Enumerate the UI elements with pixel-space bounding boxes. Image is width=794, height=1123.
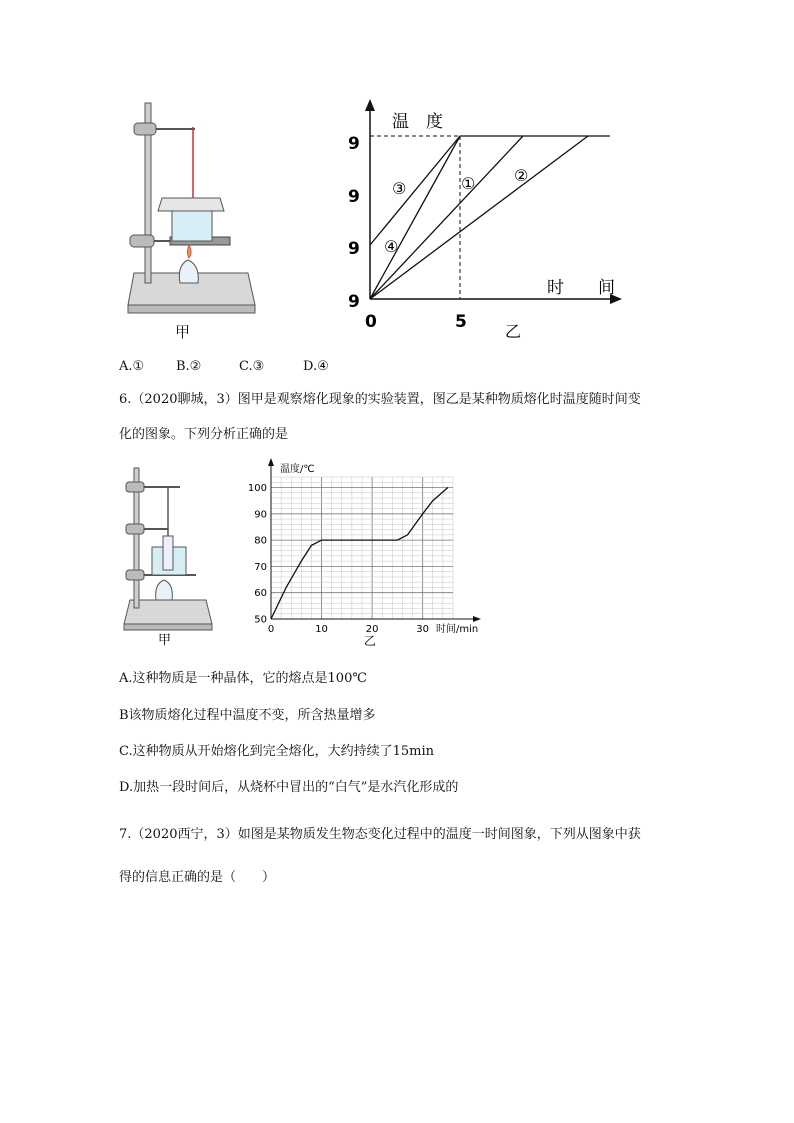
graph-caption-1: 乙 <box>505 322 522 341</box>
q5-option-c: C.③ <box>239 359 265 374</box>
chart-x-tick-label: 30 <box>416 624 430 635</box>
q6-option-b: B该物质熔化过程中温度不变，所含热量增多 <box>119 708 376 723</box>
chart-y-tick-label: 80 <box>254 535 267 547</box>
line-label-4: ④ <box>384 237 399 256</box>
chart-caption: 乙 <box>364 634 377 648</box>
chart-x-tick-label: 10 <box>315 624 328 635</box>
q6-chart <box>240 455 495 650</box>
q6-stem-line2: 化的图象。下列分析正确的是 <box>119 427 289 442</box>
line-4 <box>370 136 460 245</box>
q6-stem-line1: 6.（2020聊城，3）图甲是观察熔化现象的实验装置，图乙是某种物质熔化时温度随时间变 <box>119 392 641 407</box>
chart-y-tick-label: 100 <box>247 483 267 495</box>
line-label-2: ② <box>514 166 529 185</box>
y-tick-label: 9 <box>348 187 360 207</box>
chart-x-arrow-icon <box>473 616 481 622</box>
y-tick-label: 9 <box>348 292 360 312</box>
line-label-3: ③ <box>392 179 407 198</box>
chart-y-arrow-icon <box>268 458 274 466</box>
y-tick-label: 9 <box>348 239 360 259</box>
apparatus-figure-1 <box>120 95 260 345</box>
q5-option-d: D.④ <box>303 359 329 374</box>
apparatus-caption-1: 甲 <box>175 323 191 341</box>
q7-stem-line1: 7.（2020西宁，3）如图是某物质发生物态变化过程中的温度一时间图象，下列从图象中获 <box>119 827 641 842</box>
chart-y-axis-label: 温度/℃ <box>280 464 315 475</box>
x-tick-label: 5 <box>455 312 467 332</box>
q5-option-a: A.① <box>119 359 145 374</box>
q6-option-d: D.加热一段时间后，从烧杯中冒出的“白气”是水汽化形成的 <box>119 780 459 795</box>
chart-x-tick-label: 0 <box>267 624 275 635</box>
x-tick-label: 0 <box>365 312 377 332</box>
apparatus-caption-2: 甲 <box>158 633 172 647</box>
line-label-1: ① <box>461 174 476 193</box>
q6-option-a: A.这种物质是一种晶体，它的熔点是100℃ <box>119 671 367 686</box>
q7-stem-line2: 得的信息正确的是（ ） <box>119 870 276 885</box>
y-axis-label: 温 度 <box>392 112 443 132</box>
line-2 <box>370 136 588 299</box>
graph-figure-1 <box>330 95 630 345</box>
chart-x-axis-label: 时间/min <box>436 624 479 635</box>
q5-option-b: B.② <box>176 359 202 374</box>
y-tick-label: 9 <box>348 134 360 154</box>
chart-y-tick-label: 90 <box>254 509 267 521</box>
q6-option-c: C.这种物质从开始熔化到完全熔化，大约持续了15min <box>119 744 435 759</box>
apparatus-figure-2 <box>118 462 218 647</box>
y-axis-arrow-icon <box>365 99 375 111</box>
temperature-curve <box>271 488 448 620</box>
chart-y-tick-label: 60 <box>254 588 267 600</box>
chart-x-tick-label: 20 <box>365 624 379 635</box>
chart-y-tick-label: 70 <box>254 561 267 573</box>
x-axis-label: 时 间 <box>547 278 615 298</box>
chart-y-tick-label: 50 <box>254 614 267 626</box>
